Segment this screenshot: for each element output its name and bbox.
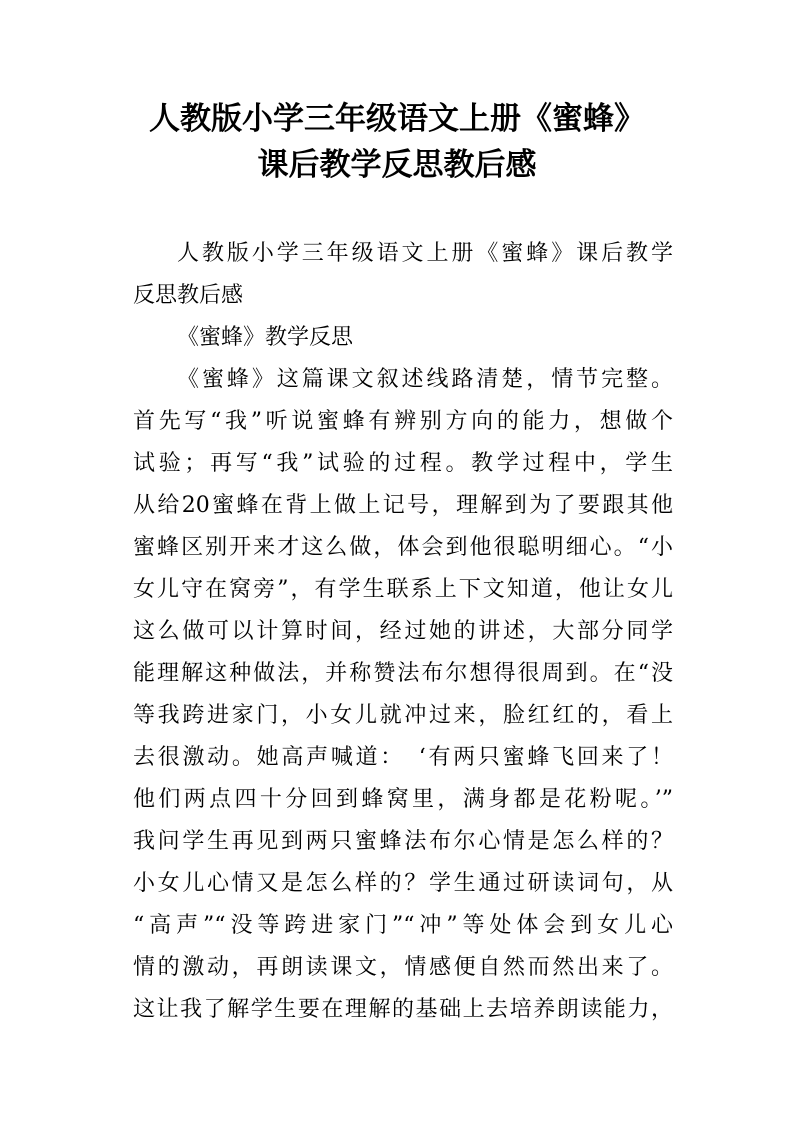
paragraph-line: 人教版小学三年级语文上册《蜜蜂》课后教学: [177, 241, 673, 266]
document-title: [0, 96, 794, 188]
title-line-1: 人教版小学三年级语文上册《蜜蜂》: [149, 101, 645, 137]
paragraph-line: 情的激动，再朗读课文，情感便自然而然出来了。: [133, 955, 673, 980]
paragraph-line: 去很激动。她高声喊道： ‘有两只蜜蜂飞回来了！: [133, 745, 673, 770]
paragraph-line: 等我跨进家门，小女儿就冲过来，脸红红的，看上: [133, 703, 673, 728]
paragraph-line: 从给20蜜蜂在背上做上记号，理解到为了要跟其他: [133, 493, 673, 518]
paragraph-line: 这让我了解学生要在理解的基础上去培养朗读能力，: [133, 997, 673, 1022]
paragraph-line: 能理解这种做法，并称赞法布尔想得很周到。在“没: [133, 661, 673, 686]
paragraph-line: “高声”“没等跨进家门”“冲”等处体会到女儿心: [133, 913, 673, 938]
paragraph-line: 这么做可以计算时间，经过她的讲述，大部分同学: [133, 619, 673, 644]
document-body: [133, 233, 673, 1031]
title-line-2: 课后教学反思教后感: [257, 147, 537, 183]
paragraph-line: 他们两点四十分回到蜂窝里，满身都是花粉呢。’”: [133, 787, 673, 812]
paragraph-line: 首先写“我”听说蜜蜂有辨别方向的能力，想做个: [133, 409, 673, 434]
paragraph-line: 我问学生再见到两只蜜蜂法布尔心情是怎么样的？: [133, 829, 673, 854]
paragraph-line: 试验；再写“我”试验的过程。教学过程中，学生: [133, 451, 673, 476]
paragraph-line: 小女儿心情又是怎么样的？学生通过研读词句，从: [133, 871, 673, 896]
paragraph-line: 女儿守在窝旁”，有学生联系上下文知道，他让女儿: [133, 577, 673, 602]
paragraph-line: 反思教后感: [133, 283, 244, 308]
section-heading: 《蜜蜂》教学反思: [177, 325, 354, 350]
paragraph-line: 蜜蜂区别开来才这么做，体会到他很聪明细心。“小: [133, 535, 673, 560]
paragraph-line: 《蜜蜂》这篇课文叙述线路清楚，情节完整。: [177, 367, 673, 392]
